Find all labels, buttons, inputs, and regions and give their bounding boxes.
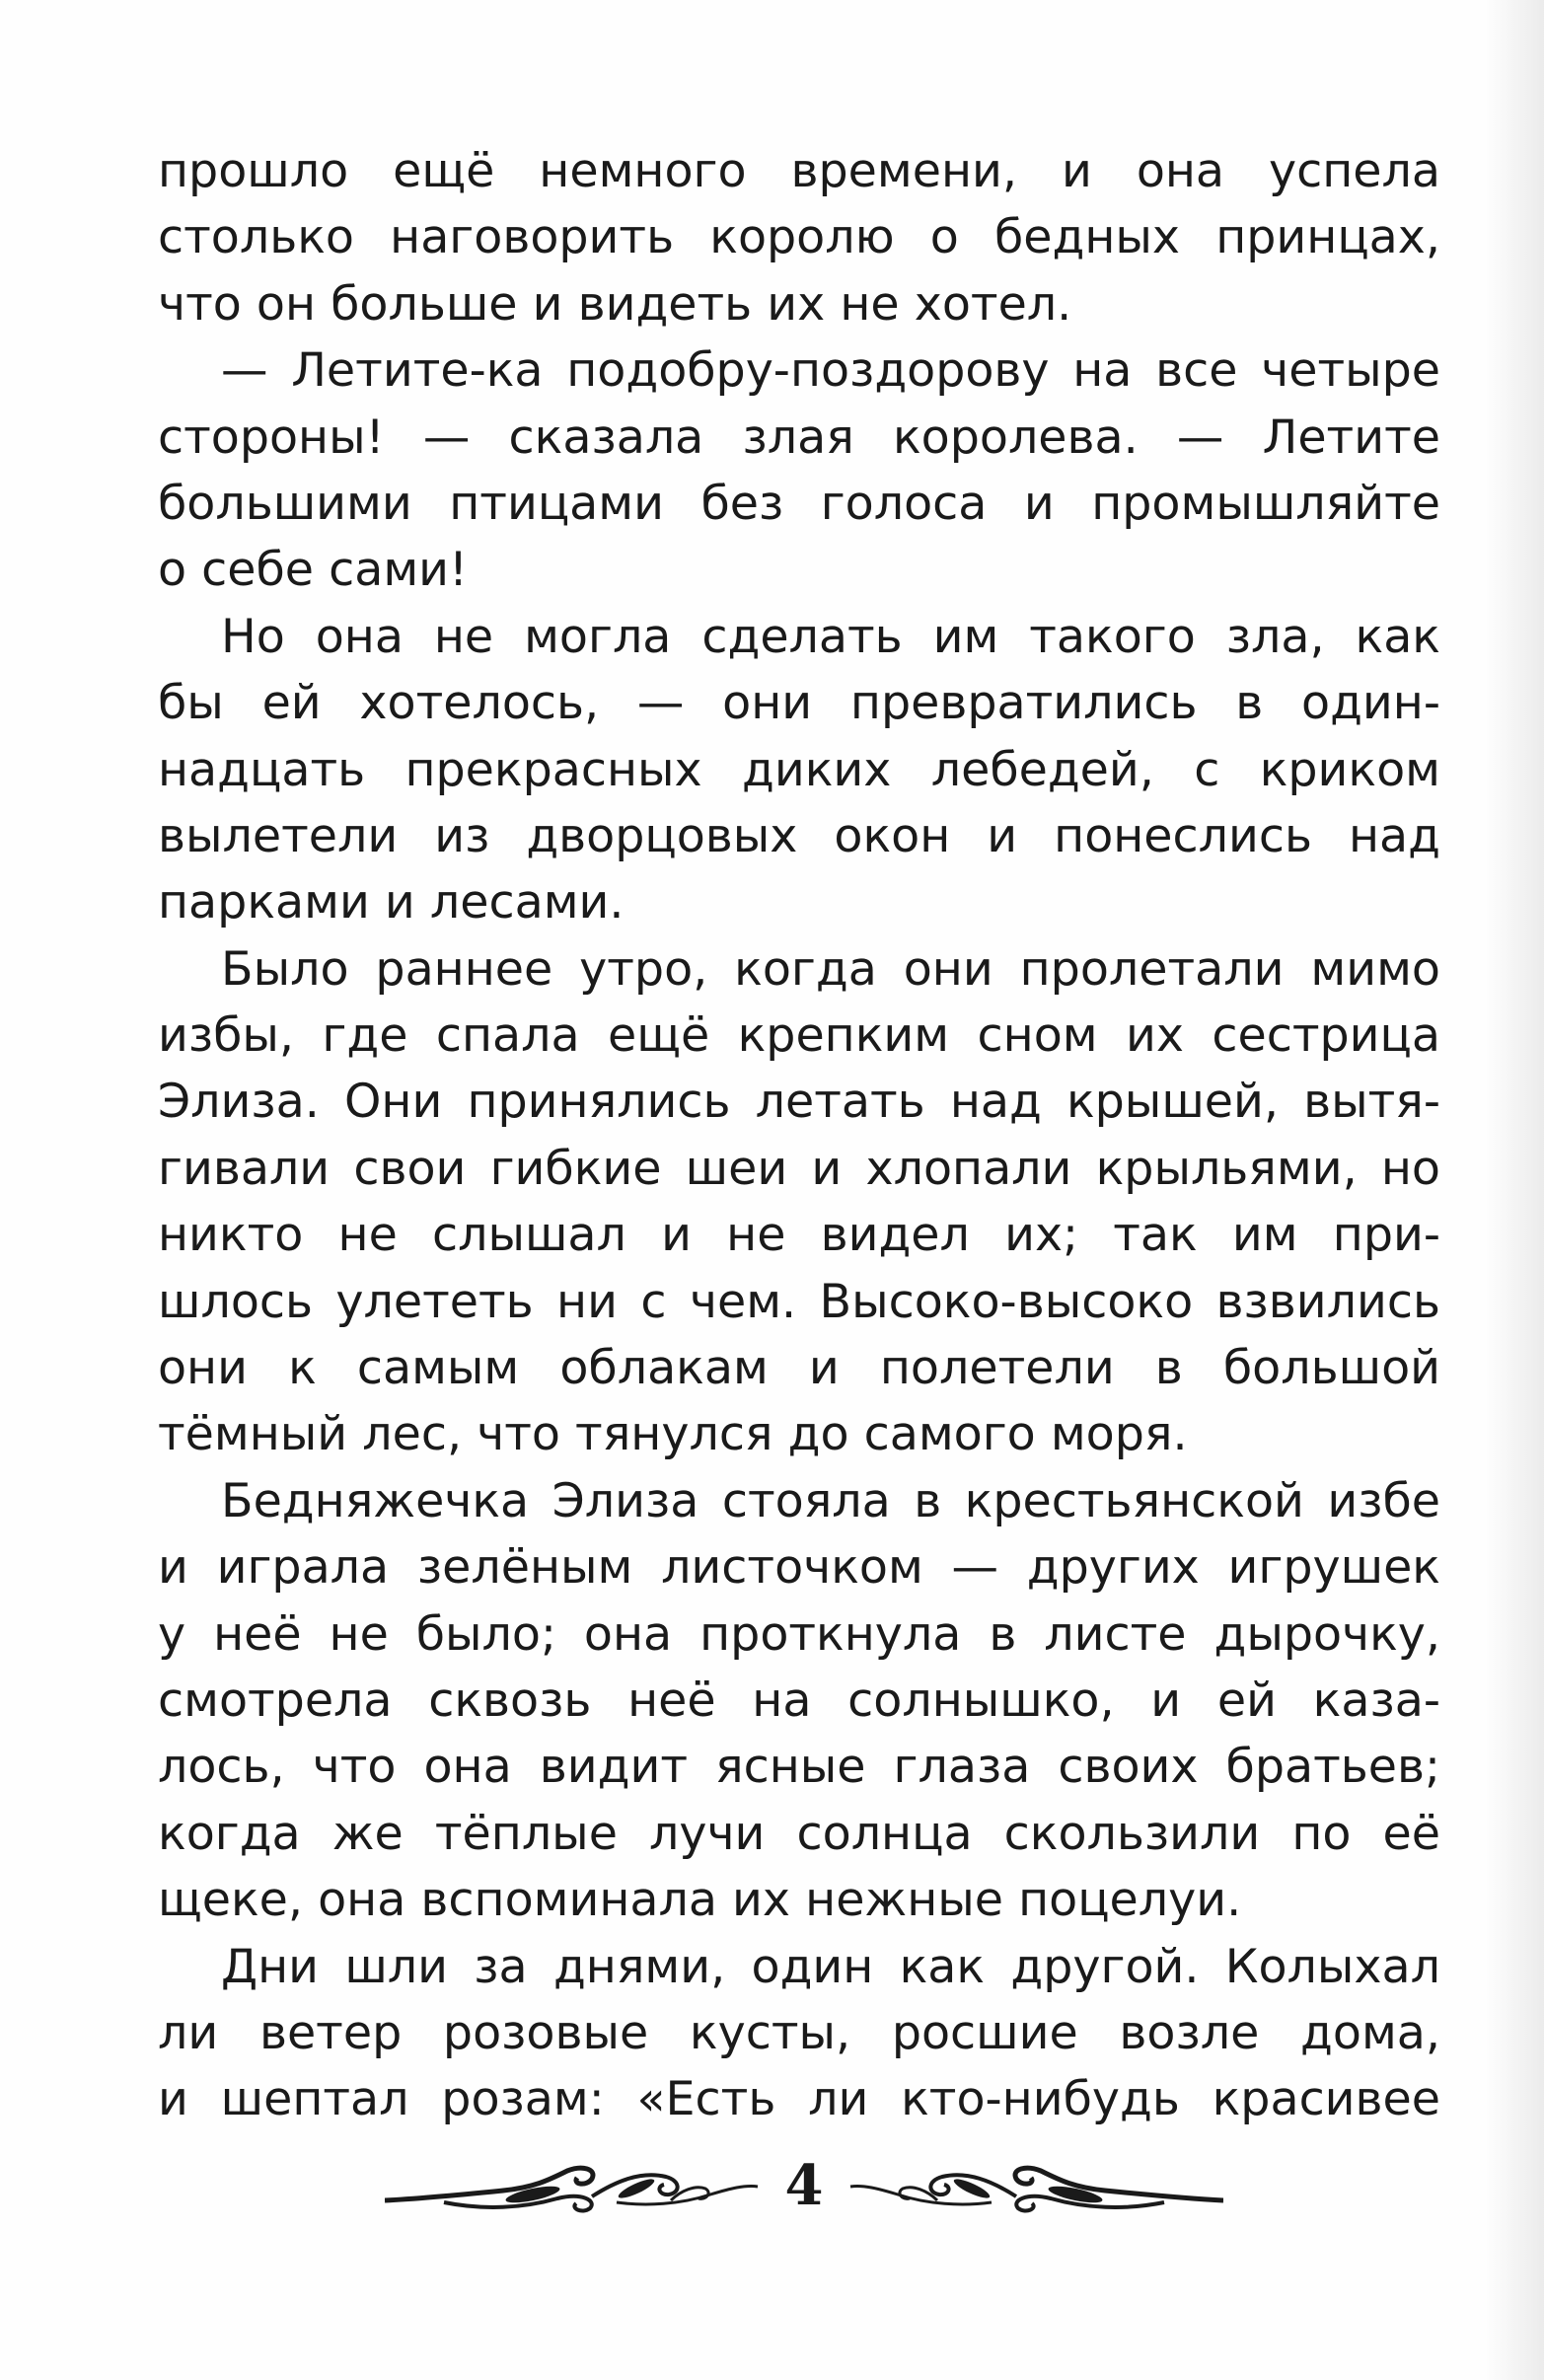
text-line: и шептал розам: «Есть ли кто-нибудь красивее	[158, 2072, 1440, 2127]
text-line: лось, что она видит ясные глаза своих братьев;	[158, 1740, 1440, 1795]
page-edge-shadow	[1485, 0, 1544, 2380]
text-line: избы, где спала ещё крепким сном их сестрица	[158, 1008, 1440, 1064]
text-line: столько наговорить королю о бедных принцах,	[158, 210, 1440, 265]
text-line: ли ветер розовые кусты, росшие возле дома,	[158, 2005, 1440, 2060]
text-line: вылетели из дворцовых окон и понеслись над	[158, 808, 1440, 863]
text-line: Бедняжечка Элиза стояла в крестьянской избе	[221, 1473, 1440, 1528]
text-line: тёмный лес, что тянулся до самого моря.	[158, 1407, 1188, 1462]
text-line: Элиза. Они принялись летать над крышей, вытя-	[158, 1075, 1440, 1130]
text-line: смотрела сквозь неё на солнышко, и ей каза-	[158, 1673, 1440, 1728]
text-line: Но она не могла сделать им такого зла, как	[221, 609, 1440, 664]
text-line: Дни шли за днями, один как другой. Колыхал	[221, 1939, 1440, 1994]
text-line: Было раннее утро, когда они пролетали мимо	[221, 941, 1440, 997]
text-line: что он больше и видеть их не хотел.	[158, 276, 1072, 332]
text-line: парками и лесами.	[158, 875, 625, 930]
text-line: большими птицами без голоса и промышляйте	[158, 476, 1440, 531]
text-line: гивали свои гибкие шеи и хлопали крыльями, но	[158, 1141, 1440, 1196]
text-line: прошло ещё немного времени, и она успела	[158, 144, 1440, 198]
text-line: у неё не было; она проткнула в листе дырочку,	[158, 1606, 1440, 1662]
text-line: и играла зелёным листочком — других игрушек	[158, 1540, 1440, 1596]
text-line: бы ей хотелось, — они превратились в один-	[158, 676, 1440, 731]
body-text	[158, 138, 1440, 2133]
page-number: 4	[784, 2153, 824, 2218]
text-line: стороны! — сказала злая королева. — Летите	[158, 409, 1440, 465]
text-line: о себе сами!	[158, 543, 469, 598]
flourish-ornament-right-icon	[848, 2151, 1223, 2230]
text-line: щеке, она вспоминала их нежные поцелуи.	[158, 1873, 1242, 1928]
text-line: надцать прекрасных диких лебедей, с криком	[158, 742, 1440, 797]
page-footer	[0, 2151, 1544, 2230]
text-line: когда же тёплые лучи солнца скользили по её	[158, 1806, 1440, 1861]
text-line: шлось улететь ни с чем. Высоко-высоко взвились	[158, 1274, 1440, 1329]
flourish-ornament-left-icon	[385, 2151, 760, 2230]
text-line: — Летите-ка подобру-поздорову на все четыре	[221, 343, 1440, 399]
text-line: они к самым облакам и полетели в большой	[158, 1341, 1440, 1396]
text-line: никто не слышал и не видел их; так им при-	[158, 1208, 1440, 1263]
